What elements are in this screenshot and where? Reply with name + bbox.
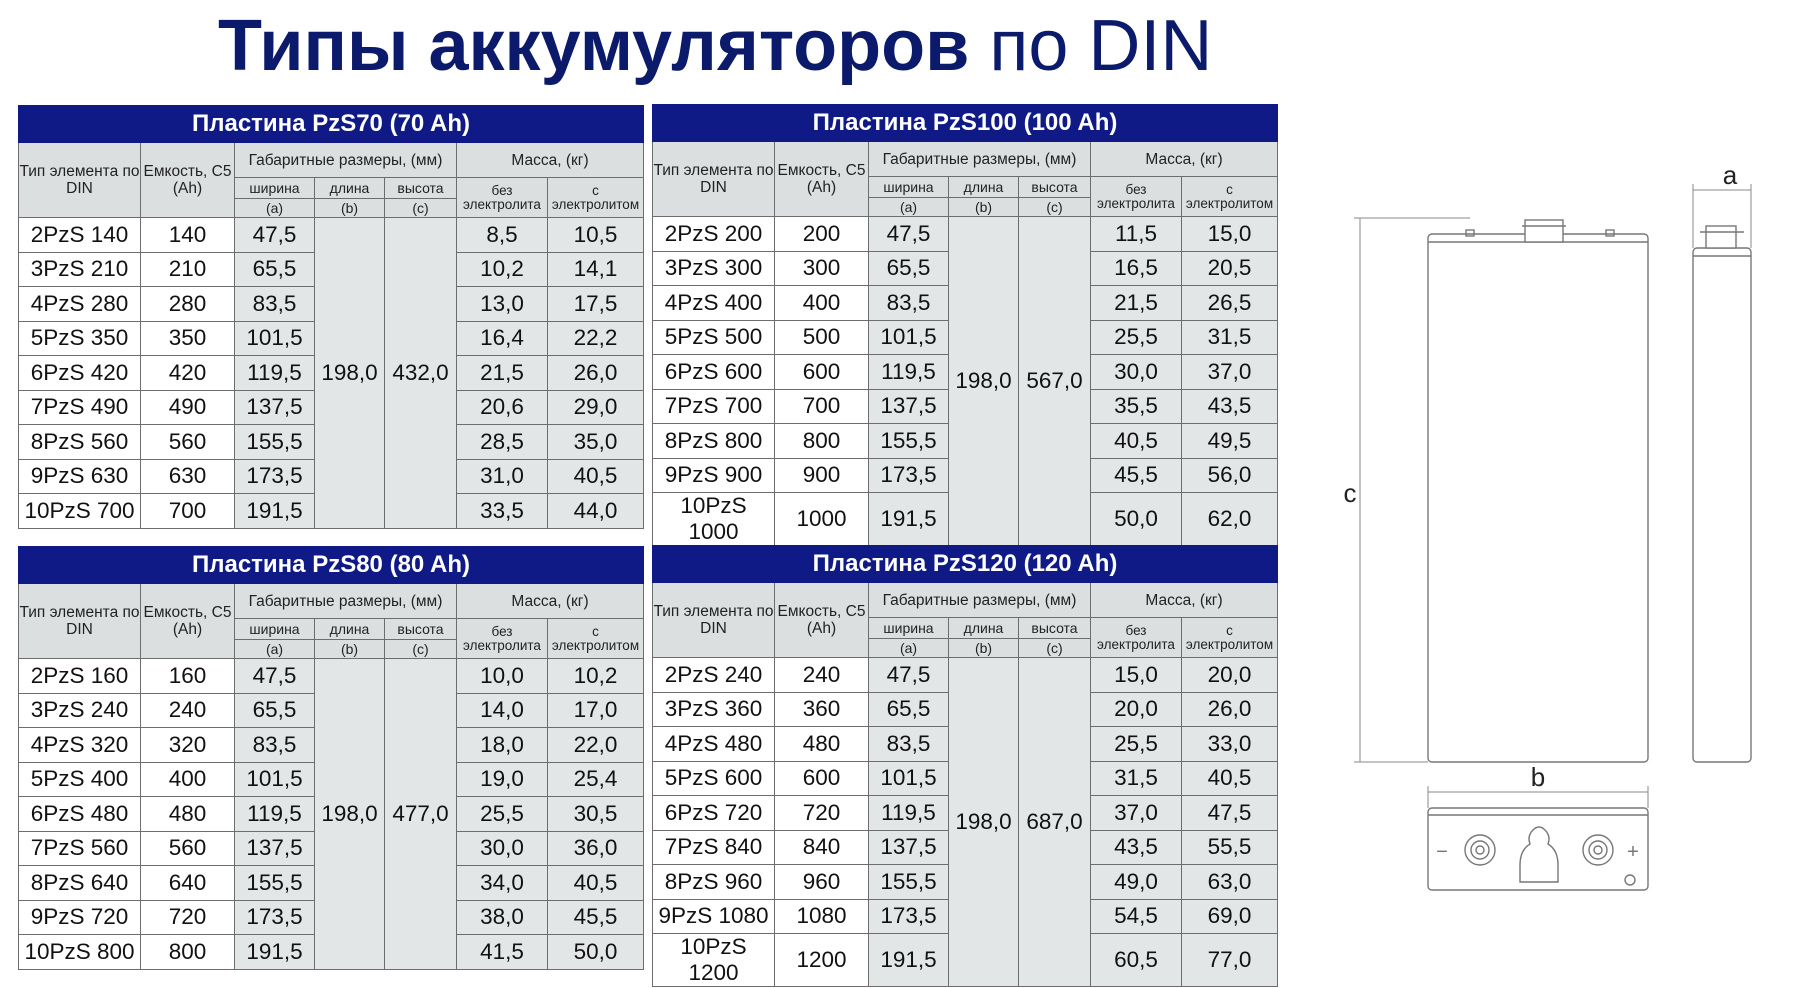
- dim-b-label: b: [1530, 762, 1546, 792]
- cell-mass-with: 33,0: [1182, 727, 1278, 762]
- table-caption: Пластина PzS100 (100 Ah): [653, 105, 1278, 142]
- cell-mass-without: 33,5: [457, 494, 548, 529]
- cell-mass-without: 25,5: [1091, 727, 1182, 762]
- cell-width: 173,5: [869, 458, 949, 493]
- header-type: Тип элемента по DIN: [19, 584, 141, 659]
- header-c: (c): [1019, 198, 1091, 217]
- cell-mass-with: 15,0: [1182, 217, 1278, 252]
- table-pzs-0: [18, 105, 644, 529]
- cell-mass-with: 44,0: [548, 494, 644, 529]
- header-width: ширина: [235, 619, 315, 640]
- header-mass: Масса, (кг): [1091, 583, 1278, 618]
- cell-width: 191,5: [235, 935, 315, 970]
- cell-mass-with: 26,5: [1182, 286, 1278, 321]
- header-dimensions: Габаритные размеры, (мм): [869, 583, 1091, 618]
- cell-type: 9PzS 720: [19, 900, 141, 935]
- page-title-suffix: по DIN: [989, 6, 1213, 86]
- cell-type: 10PzS 700: [19, 494, 141, 529]
- cell-capacity: 400: [775, 286, 869, 321]
- cell-mass-with: 22,0: [548, 728, 644, 763]
- header-mass: Масса, (кг): [1091, 142, 1278, 177]
- cell-type: 4PzS 320: [19, 728, 141, 763]
- cell-mass-with: 62,0: [1182, 493, 1278, 546]
- header-dimensions: Габаритные размеры, (мм): [235, 143, 457, 178]
- cell-width: 65,5: [235, 252, 315, 287]
- cell-height: 567,0: [1019, 217, 1091, 546]
- header-without-electrolyte: без электролита: [1091, 618, 1182, 658]
- header-capacity: Емкость, C5 (Ah): [775, 142, 869, 217]
- cell-width: 119,5: [869, 796, 949, 831]
- cell-mass-with: 20,5: [1182, 251, 1278, 286]
- header-height: высота: [1019, 177, 1091, 198]
- cell-capacity: 630: [141, 459, 235, 494]
- cell-width: 137,5: [869, 389, 949, 424]
- cell-capacity: 490: [141, 390, 235, 425]
- cell-type: 7PzS 840: [653, 830, 775, 865]
- cell-type: 4PzS 480: [653, 727, 775, 762]
- cell-type: 10PzS 800: [19, 935, 141, 970]
- cell-width: 101,5: [235, 321, 315, 356]
- cell-width: 83,5: [235, 287, 315, 322]
- cell-capacity: 560: [141, 425, 235, 460]
- header-with-electrolyte: с электролитом: [548, 178, 644, 218]
- cell-type: 4PzS 280: [19, 287, 141, 322]
- cell-type: 7PzS 490: [19, 390, 141, 425]
- cell-mass-without: 18,0: [457, 728, 548, 763]
- cell-mass-with: 49,5: [1182, 424, 1278, 459]
- header-width: ширина: [869, 618, 949, 639]
- header-length: длина: [315, 619, 385, 640]
- cell-mass-with: 31,5: [1182, 320, 1278, 355]
- cell-height: 432,0: [385, 218, 457, 529]
- cell-type: 5PzS 600: [653, 761, 775, 796]
- cell-capacity: 480: [775, 727, 869, 762]
- cell-mass-with: 37,0: [1182, 355, 1278, 390]
- cell-capacity: 640: [141, 866, 235, 901]
- cell-mass-with: 43,5: [1182, 389, 1278, 424]
- cell-type: 3PzS 210: [19, 252, 141, 287]
- cell-capacity: 800: [775, 424, 869, 459]
- header-without-electrolyte: без электролита: [1091, 177, 1182, 217]
- header-type: Тип элемента по DIN: [653, 142, 775, 217]
- header-a: (a): [235, 199, 315, 218]
- cell-mass-without: 30,0: [1091, 355, 1182, 390]
- cell-mass-without: 31,0: [457, 459, 548, 494]
- page-title-bold: Типы аккумуляторов: [218, 6, 970, 86]
- cell-mass-without: 16,4: [457, 321, 548, 356]
- header-b: (b): [949, 639, 1019, 658]
- cell-mass-with: 10,5: [548, 218, 644, 253]
- cell-capacity: 1080: [775, 899, 869, 934]
- cell-mass-without: 16,5: [1091, 251, 1182, 286]
- cell-mass-without: 34,0: [457, 866, 548, 901]
- cell-width: 83,5: [869, 286, 949, 321]
- cell-type: 8PzS 560: [19, 425, 141, 460]
- dim-a-label: a: [1722, 160, 1738, 190]
- cell-mass-with: 26,0: [1182, 692, 1278, 727]
- cell-type: 5PzS 500: [653, 320, 775, 355]
- front-view: [1428, 220, 1648, 762]
- cell-mass-without: 41,5: [457, 935, 548, 970]
- header-length: длина: [949, 177, 1019, 198]
- cell-width: 65,5: [869, 251, 949, 286]
- cell-mass-with: 45,5: [548, 900, 644, 935]
- header-length: длина: [949, 618, 1019, 639]
- cell-width: 155,5: [869, 424, 949, 459]
- cell-width: 173,5: [235, 900, 315, 935]
- cell-mass-with: 77,0: [1182, 934, 1278, 987]
- cell-capacity: 800: [141, 935, 235, 970]
- cell-width: 119,5: [235, 356, 315, 391]
- cell-capacity: 1000: [775, 493, 869, 546]
- cell-mass-with: 17,0: [548, 693, 644, 728]
- cell-mass-without: 30,0: [457, 831, 548, 866]
- table-caption: Пластина PzS120 (120 Ah): [653, 546, 1278, 583]
- table-row: [19, 218, 644, 253]
- cell-mass-without: 20,0: [1091, 692, 1182, 727]
- cell-mass-with: 20,0: [1182, 658, 1278, 693]
- cell-length: 198,0: [315, 659, 385, 970]
- cell-mass-without: 37,0: [1091, 796, 1182, 831]
- cell-mass-without: 49,0: [1091, 865, 1182, 900]
- header-length: длина: [315, 178, 385, 199]
- cell-capacity: 840: [775, 830, 869, 865]
- cell-mass-with: 10,2: [548, 659, 644, 694]
- cell-mass-with: 17,5: [548, 287, 644, 322]
- cell-mass-with: 36,0: [548, 831, 644, 866]
- cell-width: 47,5: [235, 659, 315, 694]
- cell-capacity: 210: [141, 252, 235, 287]
- cell-width: 191,5: [235, 494, 315, 529]
- cell-capacity: 500: [775, 320, 869, 355]
- cell-height: 477,0: [385, 659, 457, 970]
- cell-mass-with: 47,5: [1182, 796, 1278, 831]
- plus-terminal-label: +: [1627, 841, 1639, 863]
- cell-capacity: 360: [775, 692, 869, 727]
- header-c: (c): [385, 640, 457, 659]
- cell-mass-with: 55,5: [1182, 830, 1278, 865]
- cell-capacity: 350: [141, 321, 235, 356]
- cell-mass-without: 60,5: [1091, 934, 1182, 987]
- cell-mass-with: 40,5: [548, 866, 644, 901]
- header-c: (c): [385, 199, 457, 218]
- cell-mass-with: 25,4: [548, 762, 644, 797]
- cell-width: 101,5: [869, 761, 949, 796]
- header-height: высота: [1019, 618, 1091, 639]
- cell-mass-with: 26,0: [548, 356, 644, 391]
- cell-width: 119,5: [869, 355, 949, 390]
- cell-mass-without: 14,0: [457, 693, 548, 728]
- header-a: (a): [235, 640, 315, 659]
- cell-type: 8PzS 800: [653, 424, 775, 459]
- page-title: [218, 4, 1218, 88]
- header-capacity: Емкость, C5 (Ah): [141, 584, 235, 659]
- cell-width: 83,5: [235, 728, 315, 763]
- cell-width: 191,5: [869, 934, 949, 987]
- cell-mass-without: 45,5: [1091, 458, 1182, 493]
- cell-mass-without: 43,5: [1091, 830, 1182, 865]
- cell-type: 5PzS 350: [19, 321, 141, 356]
- cell-mass-with: 50,0: [548, 935, 644, 970]
- cell-width: 47,5: [869, 658, 949, 693]
- cell-capacity: 720: [141, 900, 235, 935]
- header-without-electrolyte: без электролита: [457, 178, 548, 218]
- header-capacity: Емкость, C5 (Ah): [775, 583, 869, 658]
- header-dimensions: Габаритные размеры, (мм): [869, 142, 1091, 177]
- cell-mass-with: 29,0: [548, 390, 644, 425]
- cell-mass-without: 19,0: [457, 762, 548, 797]
- cell-mass-without: 13,0: [457, 287, 548, 322]
- minus-terminal-label: −: [1436, 841, 1448, 863]
- cell-mass-with: 30,5: [548, 797, 644, 832]
- header-b: (b): [315, 640, 385, 659]
- cell-type: 7PzS 700: [653, 389, 775, 424]
- cell-capacity: 420: [141, 356, 235, 391]
- header-with-electrolyte: с электролитом: [548, 619, 644, 659]
- cell-capacity: 900: [775, 458, 869, 493]
- cell-capacity: 240: [141, 693, 235, 728]
- table-row: [653, 217, 1278, 252]
- cell-length: 198,0: [949, 217, 1019, 546]
- cell-capacity: 140: [141, 218, 235, 253]
- cell-mass-without: 25,5: [1091, 320, 1182, 355]
- battery-drawing: [1320, 160, 1780, 920]
- cell-type: 8PzS 640: [19, 866, 141, 901]
- dim-c-label: c: [1343, 478, 1357, 508]
- table-pzs-2: [18, 546, 644, 970]
- cell-width: 155,5: [235, 866, 315, 901]
- cell-mass-with: 14,1: [548, 252, 644, 287]
- header-with-electrolyte: с электролитом: [1182, 177, 1278, 217]
- top-view: [1428, 808, 1648, 890]
- cell-type: 6PzS 420: [19, 356, 141, 391]
- cell-type: 2PzS 200: [653, 217, 775, 252]
- header-mass: Масса, (кг): [457, 584, 644, 619]
- header-height: высота: [385, 619, 457, 640]
- cell-type: 2PzS 240: [653, 658, 775, 693]
- cell-mass-with: 63,0: [1182, 865, 1278, 900]
- cell-width: 47,5: [869, 217, 949, 252]
- cell-mass-without: 28,5: [457, 425, 548, 460]
- cell-mass-without: 11,5: [1091, 217, 1182, 252]
- cell-width: 137,5: [235, 831, 315, 866]
- cell-type: 7PzS 560: [19, 831, 141, 866]
- cell-capacity: 300: [775, 251, 869, 286]
- cell-mass-without: 31,5: [1091, 761, 1182, 796]
- cell-width: 65,5: [235, 693, 315, 728]
- header-a: (a): [869, 639, 949, 658]
- cell-width: 191,5: [869, 493, 949, 546]
- cell-width: 173,5: [869, 899, 949, 934]
- cell-mass-without: 8,5: [457, 218, 548, 253]
- header-mass: Масса, (кг): [457, 143, 644, 178]
- cell-type: 6PzS 480: [19, 797, 141, 832]
- cell-width: 47,5: [235, 218, 315, 253]
- table-pzs-1: [652, 104, 1278, 546]
- header-c: (c): [1019, 639, 1091, 658]
- header-width: ширина: [235, 178, 315, 199]
- cell-mass-with: 35,0: [548, 425, 644, 460]
- header-type: Тип элемента по DIN: [19, 143, 141, 218]
- cell-mass-without: 21,5: [1091, 286, 1182, 321]
- cell-type: 6PzS 600: [653, 355, 775, 390]
- cell-length: 198,0: [949, 658, 1019, 987]
- header-capacity: Емкость, C5 (Ah): [141, 143, 235, 218]
- cell-width: 119,5: [235, 797, 315, 832]
- header-a: (a): [869, 198, 949, 217]
- header-b: (b): [949, 198, 1019, 217]
- cell-width: 155,5: [235, 425, 315, 460]
- cell-mass-without: 21,5: [457, 356, 548, 391]
- table-caption: Пластина PzS80 (80 Ah): [19, 547, 644, 584]
- cell-type: 5PzS 400: [19, 762, 141, 797]
- header-without-electrolyte: без электролита: [457, 619, 548, 659]
- cell-capacity: 400: [141, 762, 235, 797]
- cell-capacity: 1200: [775, 934, 869, 987]
- cell-capacity: 240: [775, 658, 869, 693]
- cell-width: 137,5: [235, 390, 315, 425]
- cell-type: 9PzS 630: [19, 459, 141, 494]
- cell-width: 101,5: [869, 320, 949, 355]
- cell-mass-without: 35,5: [1091, 389, 1182, 424]
- cell-capacity: 720: [775, 796, 869, 831]
- cell-type: 2PzS 140: [19, 218, 141, 253]
- header-dimensions: Габаритные размеры, (мм): [235, 584, 457, 619]
- cell-mass-with: 40,5: [1182, 761, 1278, 796]
- cell-type: 3PzS 360: [653, 692, 775, 727]
- cell-mass-with: 22,2: [548, 321, 644, 356]
- cell-mass-without: 54,5: [1091, 899, 1182, 934]
- cell-width: 155,5: [869, 865, 949, 900]
- table-row: [19, 659, 644, 694]
- cell-mass-without: 15,0: [1091, 658, 1182, 693]
- cell-length: 198,0: [315, 218, 385, 529]
- cell-type: 9PzS 900: [653, 458, 775, 493]
- cell-capacity: 480: [141, 797, 235, 832]
- cell-width: 173,5: [235, 459, 315, 494]
- table-row: [653, 658, 1278, 693]
- cell-capacity: 200: [775, 217, 869, 252]
- cell-mass-without: 10,2: [457, 252, 548, 287]
- cell-capacity: 560: [141, 831, 235, 866]
- table-caption: Пластина PzS70 (70 Ah): [19, 106, 644, 143]
- cell-capacity: 320: [141, 728, 235, 763]
- cell-capacity: 160: [141, 659, 235, 694]
- cell-width: 83,5: [869, 727, 949, 762]
- cell-mass-with: 40,5: [548, 459, 644, 494]
- cell-width: 65,5: [869, 692, 949, 727]
- cell-mass-without: 40,5: [1091, 424, 1182, 459]
- header-type: Тип элемента по DIN: [653, 583, 775, 658]
- cell-width: 137,5: [869, 830, 949, 865]
- cell-mass-with: 56,0: [1182, 458, 1278, 493]
- cell-type: 2PzS 160: [19, 659, 141, 694]
- cell-type: 4PzS 400: [653, 286, 775, 321]
- cell-height: 687,0: [1019, 658, 1091, 987]
- header-width: ширина: [869, 177, 949, 198]
- cell-type: 8PzS 960: [653, 865, 775, 900]
- cell-width: 101,5: [235, 762, 315, 797]
- cell-mass-without: 50,0: [1091, 493, 1182, 546]
- cell-mass-without: 38,0: [457, 900, 548, 935]
- header-with-electrolyte: с электролитом: [1182, 618, 1278, 658]
- table-pzs-3: [652, 545, 1278, 987]
- cell-capacity: 700: [141, 494, 235, 529]
- cell-mass-with: 69,0: [1182, 899, 1278, 934]
- cell-capacity: 600: [775, 355, 869, 390]
- header-height: высота: [385, 178, 457, 199]
- cell-mass-without: 25,5: [457, 797, 548, 832]
- cell-type: 10PzS 1000: [653, 493, 775, 546]
- header-b: (b): [315, 199, 385, 218]
- cell-mass-without: 20,6: [457, 390, 548, 425]
- cell-type: 3PzS 240: [19, 693, 141, 728]
- cell-capacity: 960: [775, 865, 869, 900]
- cell-capacity: 700: [775, 389, 869, 424]
- cell-type: 6PzS 720: [653, 796, 775, 831]
- cell-capacity: 600: [775, 761, 869, 796]
- side-view: [1693, 226, 1751, 762]
- cell-type: 9PzS 1080: [653, 899, 775, 934]
- cell-type: 10PzS 1200: [653, 934, 775, 987]
- cell-capacity: 280: [141, 287, 235, 322]
- cell-mass-without: 10,0: [457, 659, 548, 694]
- cell-type: 3PzS 300: [653, 251, 775, 286]
